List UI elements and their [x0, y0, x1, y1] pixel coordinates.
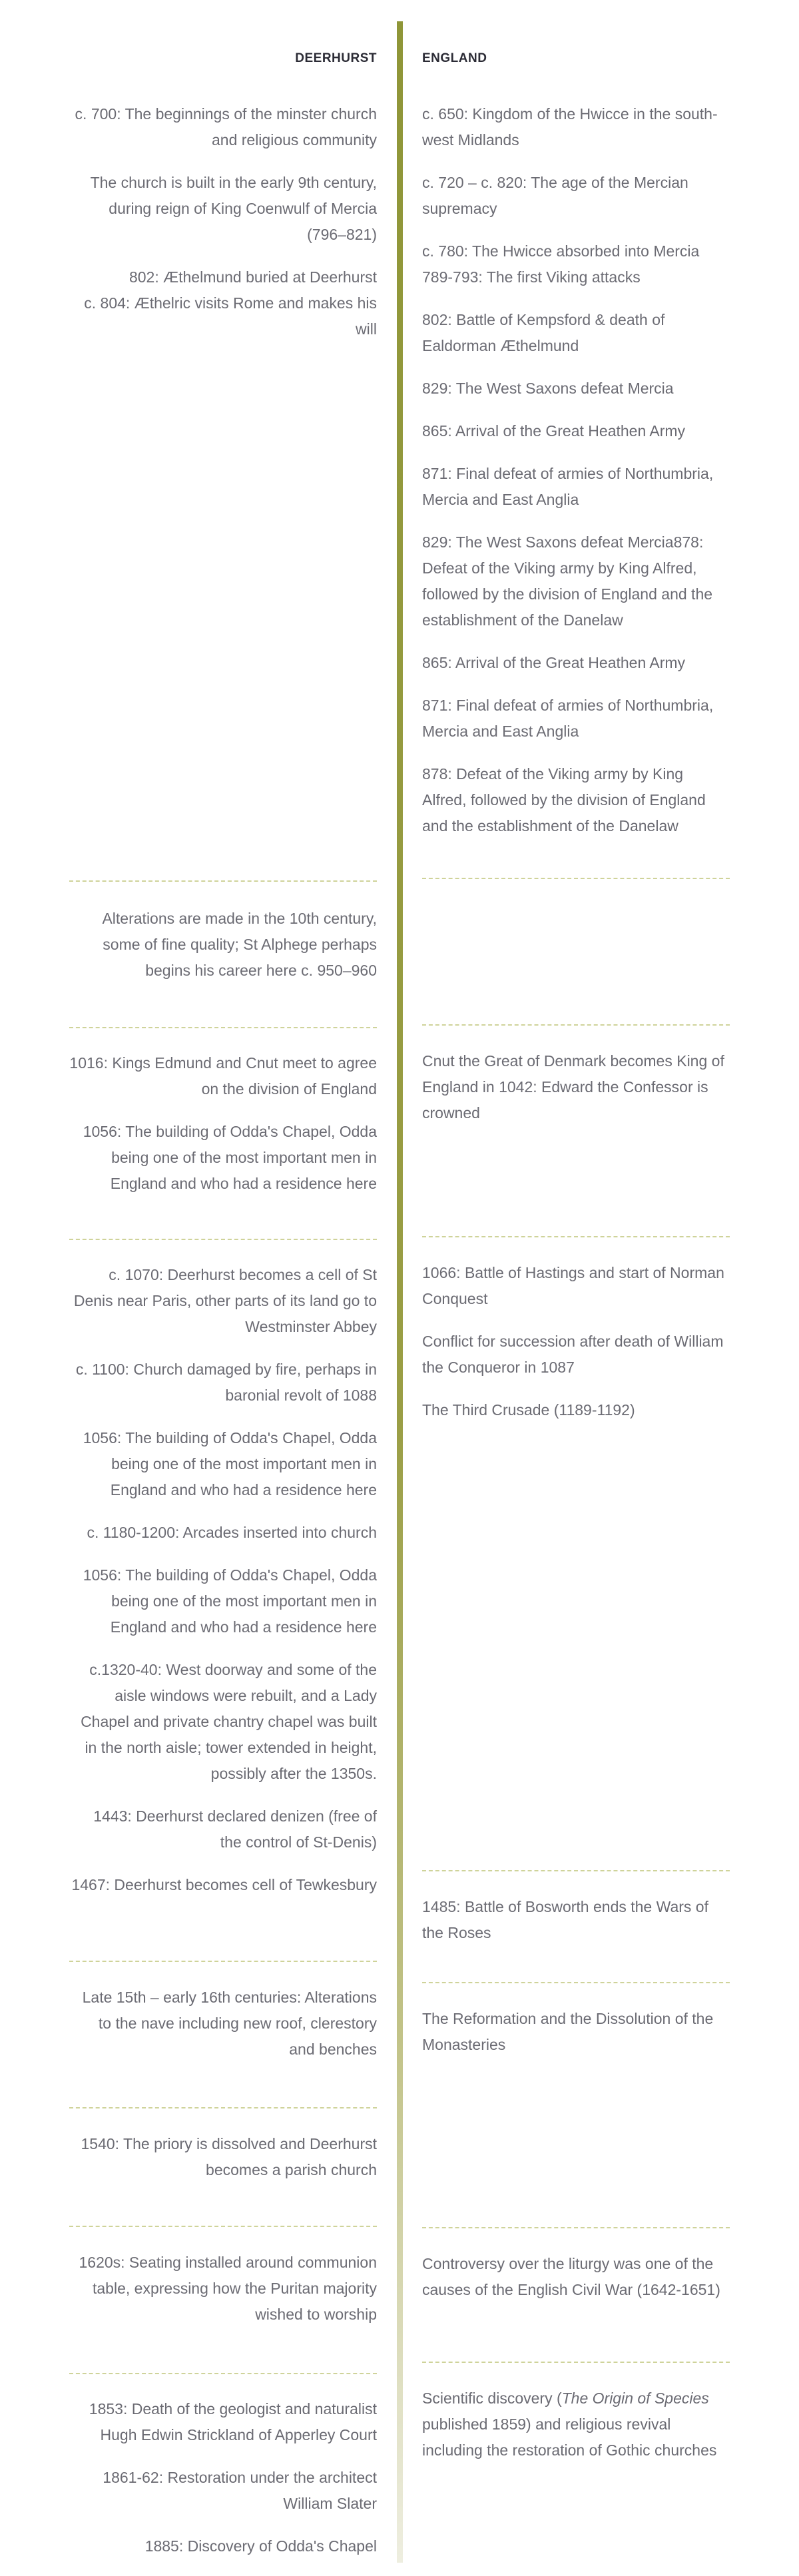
timeline-entry: Late 15th – early 16th centuries: Alterations to the nave including new roof, clerestory and benches	[82, 1989, 377, 2058]
timeline-entry: c. 1100: Church damaged by fire, perhaps in baronial revolt of 1088	[75, 1361, 377, 1404]
england-heading: ENGLAND	[422, 51, 487, 65]
england-section-3	[422, 1260, 730, 1440]
section-divider	[69, 2373, 377, 2374]
timeline-entry: c.1320-40: West doorway and some of the aisle windows were rebuilt, and a Lady Chapel and private chantry chapel was built in the north aisle; tower extended in height, possibly after the 1350s.	[81, 1661, 377, 1782]
timeline-entry: The Reformation and the Dissolution of the Monasteries	[422, 2010, 714, 2053]
timeline-entry: c. 780: The Hwicce absorbed into Mercia	[422, 242, 700, 260]
timeline-entry: 829: The West Saxons defeat Mercia	[422, 380, 674, 397]
section-divider	[69, 2226, 377, 2227]
timeline-entry: c. 804: Æthelric visits Rome and makes his will	[84, 294, 377, 338]
timeline-entry: 1443: Deerhurst declared denizen (free of the control of St-Denis)	[93, 1807, 377, 1851]
timeline-entry: c. 720 – c. 820: The age of the Mercian supremacy	[422, 174, 688, 217]
england-section-6	[422, 2251, 730, 2320]
timeline-entry: 1056: The building of Odda's Chapel, Odda being one of the most important men in England and who had a residence here	[83, 1566, 377, 1636]
timeline-entry: 789-793: The first Viking attacks	[422, 268, 641, 286]
section-divider	[69, 2107, 377, 2108]
timeline-entry: Conflict for succession after death of William the Conqueror in 1087	[422, 1333, 724, 1376]
entry-text: Scientific discovery (	[422, 2390, 562, 2407]
timeline-entry: Cnut the Great of Denmark becomes King of England in 1042: Edward the Confessor is crowned	[422, 1052, 724, 1122]
section-divider	[422, 1982, 730, 1983]
england-section-4	[422, 1894, 730, 1963]
section-divider	[69, 1239, 377, 1240]
england-section-7	[422, 2386, 730, 2480]
section-divider	[422, 2227, 730, 2228]
timeline-entry: Controversy over the liturgy was one of the causes of the English Civil War (1642-1651)	[422, 2255, 720, 2298]
section-divider	[422, 1236, 730, 1237]
timeline-entry: 878: Defeat of the Viking army by King Alfred, followed by the division of England and the establishment of the Danelaw	[422, 765, 706, 834]
timeline-axis	[397, 21, 403, 2563]
deerhurst-section-4	[69, 1262, 377, 1915]
section-divider	[422, 1870, 730, 1871]
timeline-entry: 1485: Battle of Bosworth ends the Wars of the Roses	[422, 1898, 708, 1941]
timeline-entry: 865: Arrival of the Great Heathen Army	[422, 654, 686, 671]
section-divider	[422, 1024, 730, 1026]
section-divider	[69, 880, 377, 882]
deerhurst-section-1	[69, 101, 377, 359]
deerhurst-heading: DEERHURST	[295, 51, 377, 65]
england-section-5	[422, 2006, 730, 2075]
timeline-entry: 865: Arrival of the Great Heathen Army	[422, 422, 686, 440]
timeline-entry: 1885: Discovery of Odda's Chapel	[144, 2537, 377, 2555]
section-divider	[69, 1961, 377, 1962]
book-title: The Origin of Species	[561, 2390, 709, 2407]
timeline-entry: The Third Crusade (1189-1192)	[422, 1401, 635, 1419]
section-divider	[69, 1027, 377, 1028]
section-divider	[422, 878, 730, 879]
timeline-entry: 1016: Kings Edmund and Cnut meet to agree on the division of England	[69, 1054, 377, 1098]
deerhurst-section-3	[69, 1050, 377, 1213]
timeline-entry	[422, 2386, 730, 2463]
deerhurst-section-2	[69, 906, 377, 1000]
timeline-entry: c. 1180-1200: Arcades inserted into church	[87, 1524, 377, 1541]
deerhurst-section-6	[69, 2131, 377, 2200]
timeline-entry: The church is built in the early 9th century, during reign of King Coenwulf of Mercia (796–821)	[90, 174, 377, 243]
section-divider	[422, 2362, 730, 2363]
timeline-entry: 871: Final defeat of armies of Northumbria, Mercia and East Anglia	[422, 697, 714, 740]
timeline-entry: 802: Battle of Kempsford & death of Ealdorman Æthelmund	[422, 311, 665, 354]
entry-text: published 1859) and religious revival including the restoration of Gothic churches	[422, 2415, 717, 2459]
timeline-entry: 1056: The building of Odda's Chapel, Odda being one of the most important men in England and who had a residence here	[83, 1123, 377, 1192]
timeline-entry: 871: Final defeat of armies of Northumbria, Mercia and East Anglia	[422, 465, 714, 508]
timeline-entry: c. 1070: Deerhurst becomes a cell of St Denis near Paris, other parts of its land go to Westminster Abbey	[73, 1266, 377, 1335]
timeline-entry: 829: The West Saxons defeat Mercia878: Defeat of the Viking army by King Alfred, followed by the division of England and the establishment of the Danelaw	[422, 533, 713, 629]
timeline-entry: 1540: The priory is dissolved and Deerhurst becomes a parish church	[81, 2135, 377, 2178]
england-section-2	[422, 1048, 730, 1143]
timeline-entry: 1861-62: Restoration under the architect William Slater	[103, 2469, 377, 2512]
timeline-entry: Alterations are made in the 10th century, some of fine quality; St Alphege perhaps begins his career here c. 950–960	[102, 910, 377, 979]
timeline-entry: 1066: Battle of Hastings and start of Norman Conquest	[422, 1264, 724, 1307]
timeline-entry: 1467: Deerhurst becomes cell of Tewkesbury	[71, 1876, 377, 1893]
deerhurst-section-8	[69, 2396, 377, 2576]
england-section-1	[422, 101, 730, 856]
timeline-entry: c. 700: The beginnings of the minster church and religious community	[75, 105, 377, 149]
timeline-entry: 802: Æthelmund buried at Deerhurst	[129, 268, 377, 286]
timeline-entry: c. 650: Kingdom of the Hwicce in the south-west Midlands	[422, 105, 718, 149]
deerhurst-section-7	[69, 2250, 377, 2344]
timeline-entry: 1056: The building of Odda's Chapel, Odda being one of the most important men in England and who had a residence here	[83, 1429, 377, 1498]
deerhurst-section-5	[69, 1985, 377, 2079]
timeline-entry: 1853: Death of the geologist and naturalist Hugh Edwin Strickland of Apperley Court	[89, 2400, 377, 2443]
timeline-entry: 1620s: Seating installed around communion table, expressing how the Puritan majority wished to worship	[79, 2254, 377, 2323]
